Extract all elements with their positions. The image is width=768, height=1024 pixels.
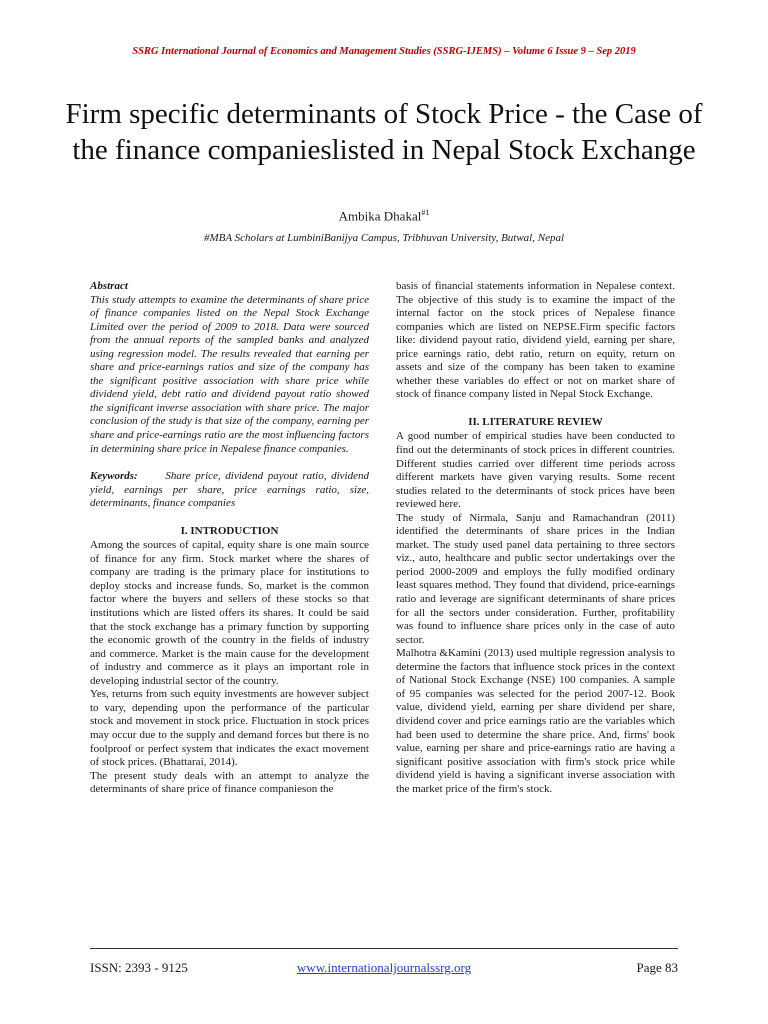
intro-paragraph: The present study deals with an attempt to analyze the determinants of share price of finance companieson the — [90, 769, 369, 796]
author-superscript: #1 — [421, 208, 430, 217]
section-heading-literature-review: II. LITERATURE REVIEW — [468, 415, 603, 428]
abstract-heading: Abstract — [90, 280, 128, 292]
literature-paragraph: Malhotra &Kamini (2013) used multiple regression analysis to determine the factors that influence stock prices in the context of National Stock Exchange (NSE) 100 companies. A sample of 95 companies was selected for the period 2007-12. Book value, dividend yield, earning per share dividend per share, dividend cover and price earnings ratio are the variables which had been used to determine the share price. And, firms' book value, earning per share and price-earnings ratio are having a significant positive association with firm's stock price while dividend yield is having a significant inverse association with the market price of the firm's stock. — [396, 647, 675, 795]
journal-header: SSRG International Journal of Economics and Management Studies (SSRG-IJEMS) – Volume 6 Issue 9 – Sep 2019 — [132, 46, 636, 57]
footer-issn: ISSN: 2393 - 9125 — [90, 960, 188, 975]
intro-paragraph-continued: basis of financial statements information in Nepalese context. The objective of this study is to examine the impact of the internal factor on the stock prices of Nepalese finance companies which are listed on NEPSE.Firm specific factors like: dividend payout ratio, dividend yield, earning per share, price earnings ratio, debt ratio, return on equity, return on assets and size of the company has been taken to examine whether these variables do effect or not on market share of stock of finance company listed in Nepal Stock Exchange. — [396, 280, 675, 401]
abstract-body: This study attempts to examine the determinants of share price of finance companies listed on the Nepal Stock Exchange Limited over the period of 2009 to 2018. Data were sourced from the annual reports of the sampled banks and analyzed using regression model. The results revealed that earning per share and price-earnings ratios and size of the company has the significant positive association with share price while dividend yield, debt ratio and dividend payout ratio showed the significant inverse association with share price. The major conclusion of the study is that size of the company, earning per share and price-earnings ratio are the most influencing factors in determining share price in Nepalese finance companies. — [90, 293, 369, 455]
right-column — [396, 280, 675, 796]
paper-title: Firm specific determinants of Stock Price - the Case of the finance companieslisted in Nepal Stock Exchange — [65, 98, 703, 166]
journal-website-link[interactable]: www.internationaljournalssrg.org — [296, 960, 472, 975]
author-name: Ambika Dhakal — [338, 208, 422, 224]
literature-paragraph: The study of Nirmala, Sanju and Ramachandran (2011) identified the determinants of share prices in the Indian market. The study used panel data pertaining to three sectors viz., auto, healthcare and public sector undertakings over the period 2000-2009 and employs the fully modified ordinary least squares method. They found that dividend, price-earnings ratio and leverage are significant determinants of share prices for all the sectors under consideration. Further, profitability was found to influence share prices only in the case of auto sector. — [396, 511, 675, 646]
keywords-label: Keywords: — [90, 470, 138, 483]
intro-paragraph: Among the sources of capital, equity share is one main source of finance for any firm. Stock market where the shares of company are trading is the primary place for institutions to deploy stocks and increase funds. So, market is the common factor where the buyers and sellers of these stocks so that institutions which are listed offers its shares. It could be said that the stock exchange has a primary function by supporting the economic growth of the country in the fields of industry and commerce. Market is the main cause for the development of industry and commerce as it plays an important role in developing industrial sector of the country. — [90, 539, 369, 687]
keywords — [90, 470, 369, 511]
literature-paragraph: A good number of empirical studies have been conducted to find out the determinants of stock prices in different countries. Different studies carried over different time periods across different markets have given varying results. Some recent studies related to the determinants of stock prices have been reviewed here. — [396, 430, 675, 511]
keywords-text: Share price, dividend payout ratio, dividend yield, earnings per share, price earnings ratio, size, determinants, finance companies — [90, 470, 369, 510]
footer-divider — [90, 948, 678, 949]
affiliation: #MBA Scholars at LumbiniBanijya Campus, Tribhuvan University, Butwal, Nepal — [203, 232, 565, 244]
intro-paragraph: Yes, returns from such equity investments are however subject to vary, depending upon the performance of the particular stock and movement in stock price. Fluctuation in stock prices may occur due to the supply and demand forces but there is no foolproof or perfect system that indicates the exact movement of stock prices. (Bhattarai, 2014). — [90, 688, 369, 769]
left-column — [90, 280, 369, 797]
author-line — [0, 208, 768, 224]
section-heading-introduction: I. INTRODUCTION — [180, 524, 279, 537]
page-number: Page 83 — [636, 960, 678, 975]
